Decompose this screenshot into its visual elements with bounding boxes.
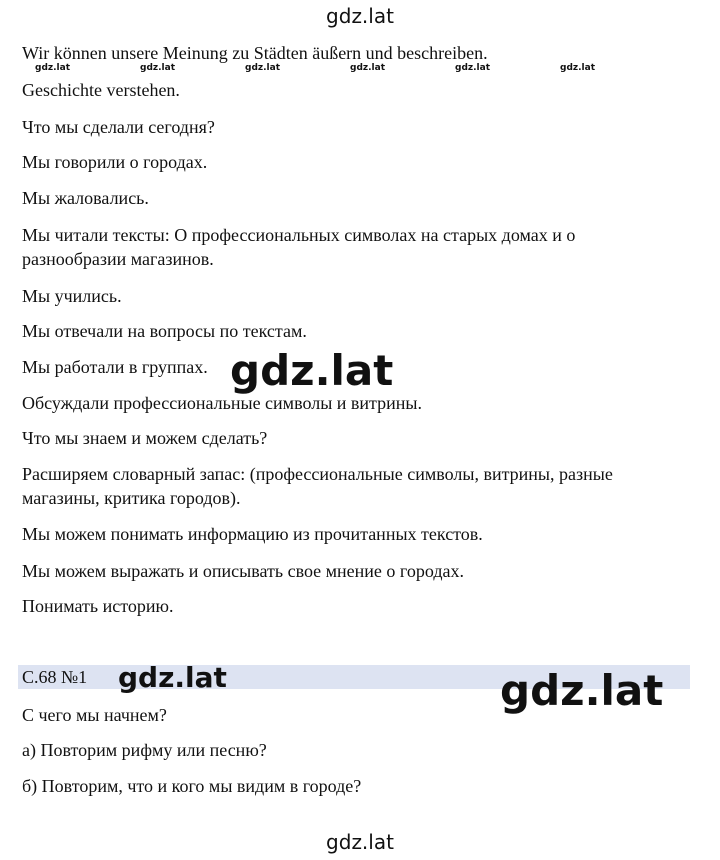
text-question-today: Что мы сделали сегодня? (22, 117, 215, 137)
text-line: Мы читали тексты: О профессиональных символах на старых домах и о (22, 225, 576, 245)
watermark-small-3: gdz.lat (245, 63, 281, 73)
watermark-small-5: gdz.lat (455, 63, 491, 73)
text-line: магазины, критика городов). (22, 488, 241, 508)
watermark-section: gdz.lat (118, 661, 227, 694)
watermark-small-4: gdz.lat (350, 63, 386, 73)
text-line: Мы говорили о городах. (22, 152, 208, 172)
text-line: Расширяем словарный запас: (профессиональные символы, витрины, разные (22, 464, 613, 484)
text-option-b: б) Повторим, что и кого мы видим в городе? (22, 776, 362, 796)
watermark-small-2: gdz.lat (140, 63, 176, 73)
text-line: Мы отвечали на вопросы по текстам. (22, 321, 307, 341)
text-question-know: Что мы знаем и можем сделать? (22, 428, 268, 448)
text-option-a: а) Повторим рифму или песню? (22, 740, 267, 760)
text-line: Обсуждали профессиональные символы и витрины. (22, 393, 422, 413)
text-line: Мы жаловались. (22, 188, 149, 208)
watermark-bottom: gdz.lat (326, 830, 394, 854)
text-line: Мы можем понимать информацию из прочитанных текстов. (22, 524, 483, 544)
text-line-german-2: Geschichte verstehen. (22, 80, 180, 100)
text-question-start: С чего мы начнем? (22, 705, 167, 725)
text-line: Мы можем выражать и описывать свое мнение о городах. (22, 561, 464, 581)
text-line: Мы работали в группах. (22, 357, 208, 377)
watermark-small-6: gdz.lat (560, 63, 596, 73)
section-label: С.68 №1 (22, 667, 88, 687)
text-line: Понимать историю. (22, 596, 174, 616)
text-line: Мы учились. (22, 286, 122, 306)
text-line: разнообразии магазинов. (22, 249, 214, 269)
text-line-german-1: Wir können unsere Meinung zu Städten äußern und beschreiben. (22, 43, 488, 63)
watermark-large-right: gdz.lat (500, 666, 664, 715)
watermark-top: gdz.lat (326, 4, 394, 28)
watermark-large-center: gdz.lat (230, 346, 394, 395)
watermark-small-1: gdz.lat (35, 63, 71, 73)
